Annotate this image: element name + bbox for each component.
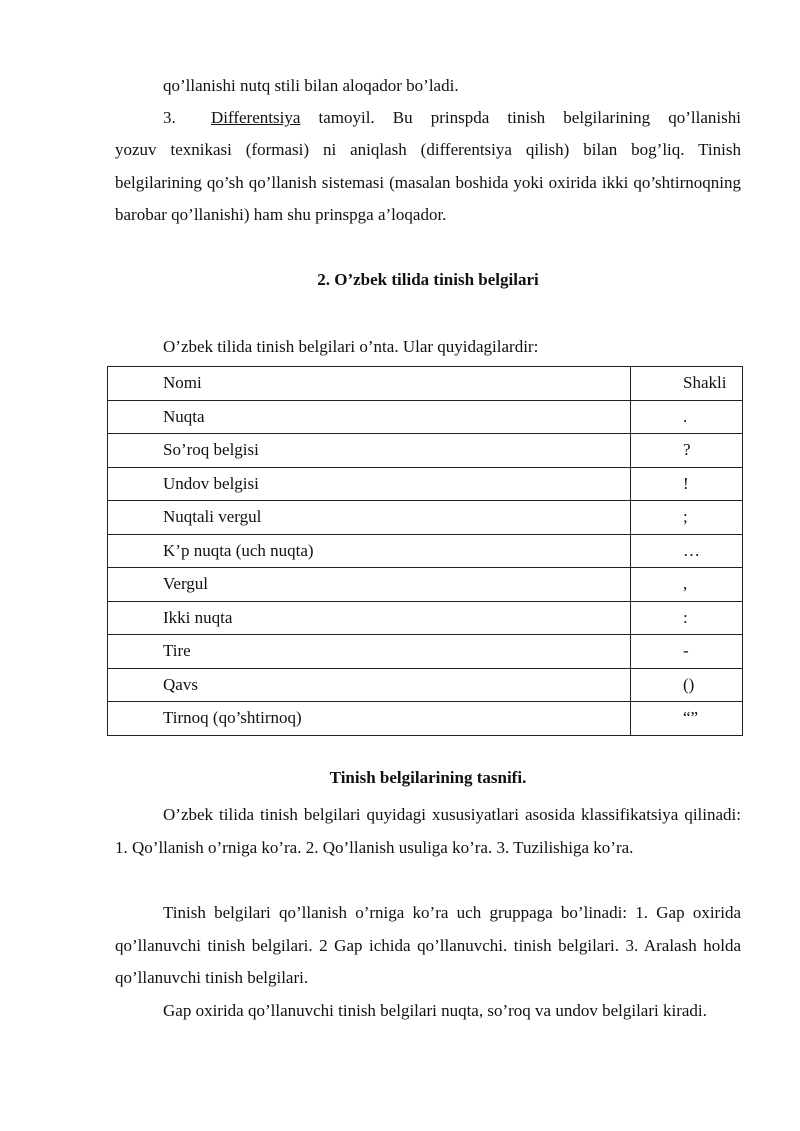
table-header-row [108, 367, 743, 401]
row-name: Qavs [108, 668, 631, 702]
body-paragraph-classification: O’zbek tilida tinish belgilari quyidagi xususiyatlari asosida klassifikatsiya qilinadi: 1. Qo’llanish o’rniga ko’ra. 2. Qo’llanish usuliga ko’ra. 3. Tuzilishiga ko’ra. [115, 805, 741, 857]
table-row [108, 568, 743, 602]
table-row [108, 434, 743, 468]
row-shape: - [631, 635, 743, 669]
principle-3-line [211, 102, 741, 135]
row-shape: . [631, 400, 743, 434]
table-row [108, 702, 743, 736]
row-shape: : [631, 601, 743, 635]
row-shape: … [631, 534, 743, 568]
row-name: K’p nuqta (uch nuqta) [108, 534, 631, 568]
row-shape: ; [631, 501, 743, 535]
section-heading: 2. O’zbek tilida tinish belgilari [317, 270, 539, 289]
row-shape: () [631, 668, 743, 702]
row-shape: ? [631, 434, 743, 468]
header-shape: Shakli [631, 367, 743, 401]
row-name: Undov belgisi [108, 467, 631, 501]
row-name: Ikki nuqta [108, 601, 631, 635]
row-name: Nuqtali vergul [108, 501, 631, 535]
table-row [108, 534, 743, 568]
punctuation-table [107, 366, 743, 736]
principle-3-first-line [163, 102, 741, 135]
table-intro: O’zbek tilida tinish belgilari o’nta. Ular quyidagilardir: [163, 337, 539, 356]
table-row [108, 400, 743, 434]
body-paragraph-groups: Tinish belgilari qo’llanish o’rniga ko’ra uch gruppaga bo’linadi: 1. Gap oxirida qo’llanuvchi tinish belgilari. 2 Gap ichida qo’llanuvchi. tinish belgilari. 3. Aralash holda qo’llanuvchi tinish belgilari. [115, 903, 741, 987]
row-name: Tirnoq (qo’shtirnoq) [108, 702, 631, 736]
list-number: 3. [163, 108, 176, 127]
table-row [108, 501, 743, 535]
principle-3-paragraph: yozuv texnikasi (formasi) ni aniqlash (differentsiya qilish) bilan bog’liq. Tinish belgilarining qo’sh qo’llanish sistemasi (masalan boshida yoki oxirida ikki qo’shtirnoqning barobar qo’llanishi) ham shu prinspga a’loqador. [115, 140, 741, 224]
paragraph-continuation: qo’llanishi nutq stili bilan aloqador bo’ladi. [163, 76, 459, 95]
row-name: Nuqta [108, 400, 631, 434]
principle-3-line-rest: tamoyil. Bu prinspda tinish belgilarining qo’llanishi [300, 108, 741, 127]
row-name: So’roq belgisi [108, 434, 631, 468]
row-name: Vergul [108, 568, 631, 602]
body-paragraph-end-marks: Gap oxirida qo’llanuvchi tinish belgilari nuqta, so’roq va undov belgilari kiradi. [163, 1001, 707, 1020]
principle-term: Differentsiya [211, 108, 301, 127]
table-row [108, 668, 743, 702]
table-row [108, 635, 743, 669]
row-shape: , [631, 568, 743, 602]
table-row [108, 467, 743, 501]
subheading: Tinish belgilarining tasnifi. [329, 768, 527, 787]
row-name: Tire [108, 635, 631, 669]
header-name: Nomi [108, 367, 631, 401]
row-shape: ! [631, 467, 743, 501]
row-shape: “” [631, 702, 743, 736]
table-row [108, 601, 743, 635]
